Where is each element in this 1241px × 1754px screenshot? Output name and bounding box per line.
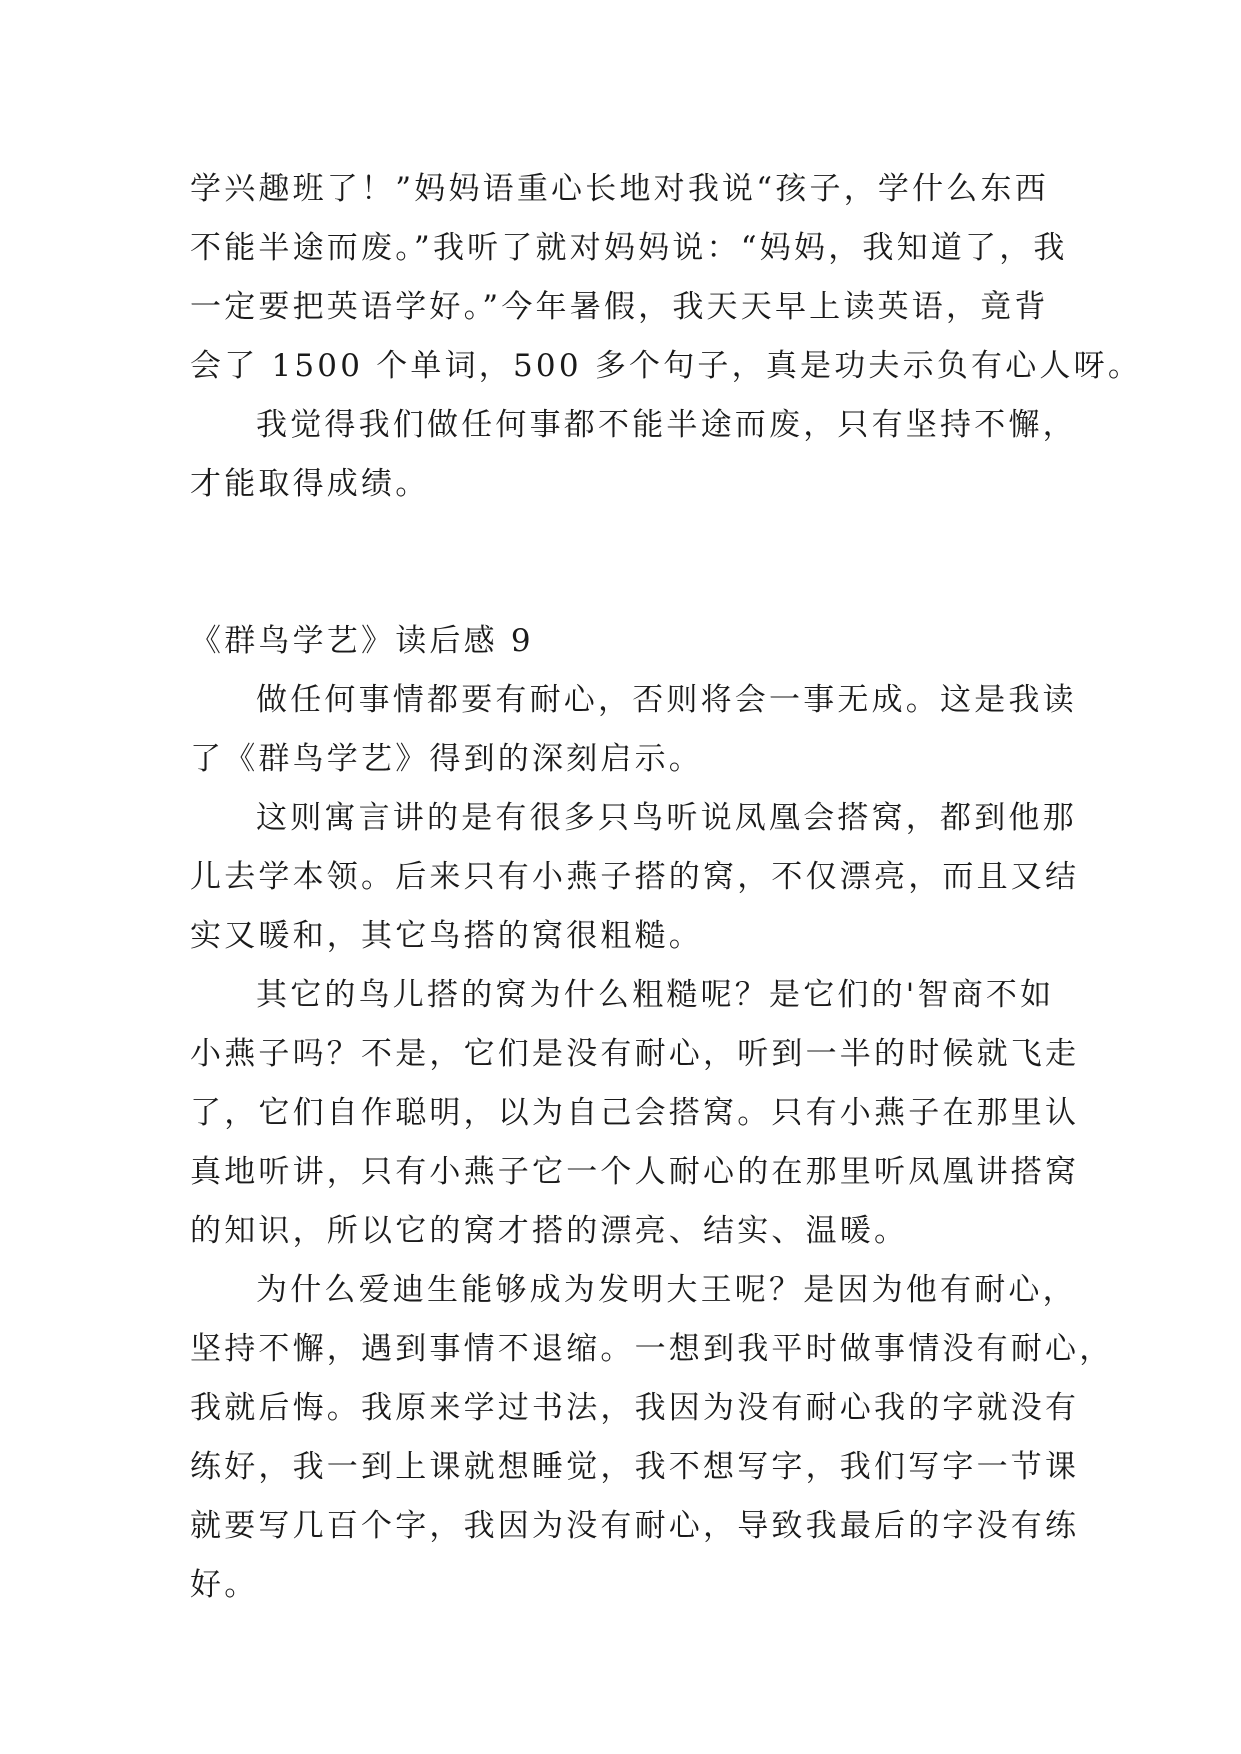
text-line: 的知识，所以它的窝才搭的漂亮、结实、温暖。 [190, 1213, 909, 1249]
text-line: 儿去学本领。后来只有小燕子搭的窝，不仅漂亮，而且又结 [190, 859, 1080, 895]
text-line: 我就后悔。我原来学过书法，我因为没有耐心我的字就没有 [190, 1390, 1080, 1426]
paragraph-start-line: 其它的鸟儿搭的窝为什么粗糙呢？是它们的'智商不如 [256, 977, 1055, 1013]
text-line: 小燕子吗？不是，它们是没有耐心，听到一半的时候就飞走 [190, 1036, 1080, 1072]
text-line: 真地听讲，只有小燕子它一个人耐心的在那里听凤凰讲搭窝 [190, 1154, 1080, 1190]
paragraph-start-line: 这则寓言讲的是有很多只鸟听说凤凰会搭窝，都到他那 [256, 800, 1077, 836]
text-line: 坚持不懈，遇到事情不退缩。一想到我平时做事情没有耐心， [190, 1331, 1114, 1367]
paragraph-start-line: 为什么爱迪生能够成为发明大王呢？是因为他有耐心， [256, 1272, 1077, 1308]
document-page [190, 160, 1143, 1615]
section-gap [190, 514, 1050, 612]
text-line: 学兴趣班了！”妈妈语重心长地对我说“孩子，学什么东西 [190, 171, 1049, 207]
text-line: 才能取得成绩。 [190, 466, 430, 502]
text-line: 了《群鸟学艺》得到的深刻启示。 [190, 741, 703, 777]
text-line: 实又暖和，其它鸟搭的窝很粗糙。 [190, 918, 703, 954]
text-line: 就要写几百个字，我因为没有耐心，导致我最后的字没有练 [190, 1508, 1080, 1544]
paragraph-start-line: 做任何事情都要有耐心，否则将会一事无成。这是我读 [256, 682, 1077, 718]
continued-section [190, 160, 1143, 514]
paragraph-start-line: 我觉得我们做任何事都不能半途而废，只有坚持不懈， [256, 407, 1077, 443]
text-line: 练好，我一到上课就想睡觉，我不想写字，我们写字一节课 [190, 1449, 1080, 1485]
section-title: 《群鸟学艺》读后感 9 [190, 623, 534, 659]
text-line: 好。 [190, 1567, 259, 1603]
text-line: 会了 1500 个单词，500 多个句子，真是功夫示负有心人呀。 [190, 348, 1143, 384]
text-line: 一定要把英语学好。”今年暑假，我天天早上读英语，竟背 [190, 289, 1049, 325]
text-line: 不能半途而废。”我听了就对妈妈说：“妈妈，我知道了，我 [190, 230, 1068, 266]
text-line: 了，它们自作聪明，以为自己会搭窝。只有小燕子在那里认 [190, 1095, 1080, 1131]
essay-section [190, 612, 1114, 1615]
